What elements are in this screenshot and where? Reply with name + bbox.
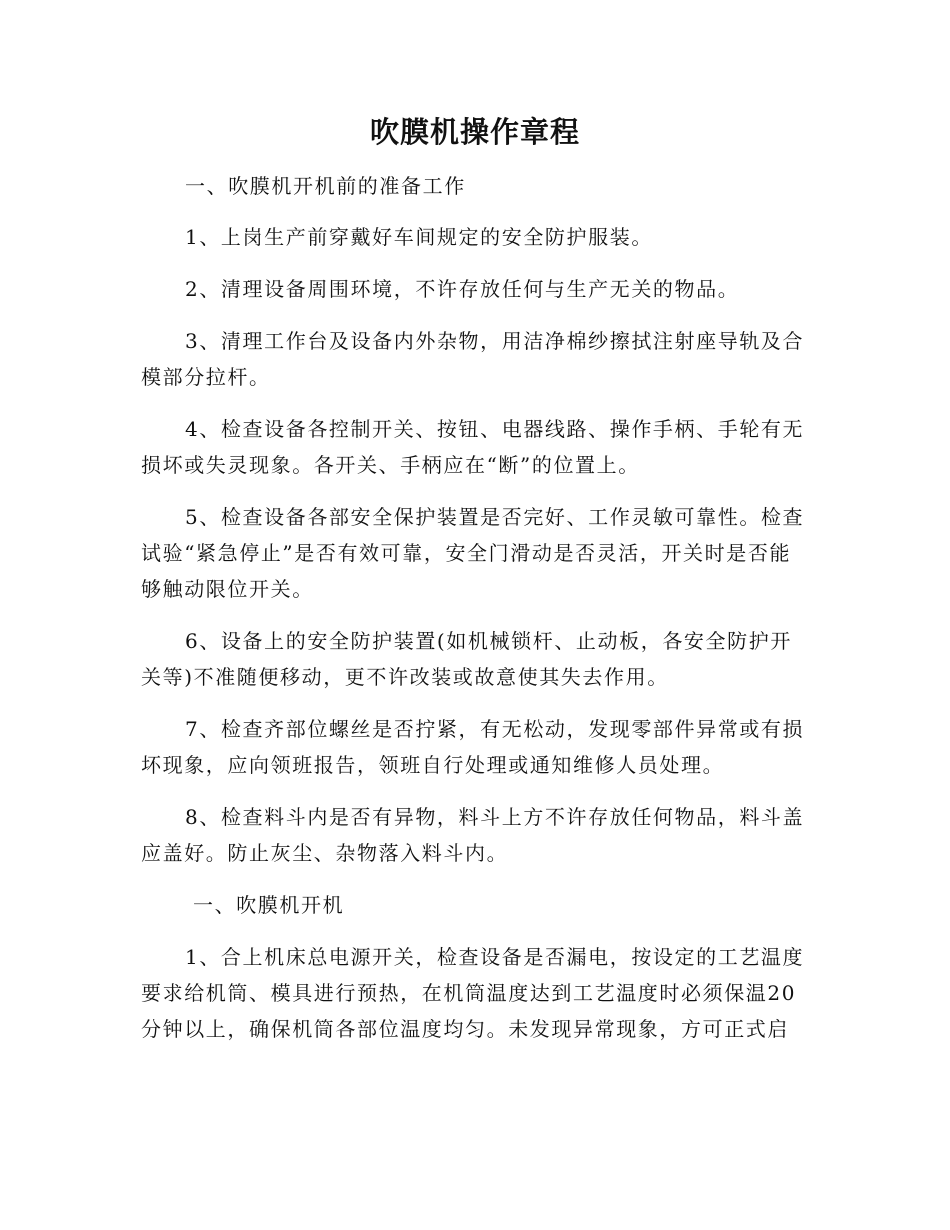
paragraph-prep-1: 1、上岗生产前穿戴好车间规定的安全防护服装。: [185, 225, 653, 249]
section-heading-startup: 一、吹膜机开机: [193, 893, 345, 917]
paragraph-prep-5: 5、检查设备各部安全保护装置是否完好、工作灵敏可靠性。检查试验“紧急停止”是否有效可靠，安全门滑动是否灵活，开关时是否能够触动限位开关。: [141, 505, 805, 601]
paragraph-startup-1: 1、合上机床总电源开关，检查设备是否漏电，按设定的工艺温度要求给机筒、模具进行预热，在机筒温度达到工艺温度时必须保温20分钟以上，确保机筒各部位温度均匀。未发现异常现象，方可正式启: [141, 945, 805, 1041]
paragraph-prep-3: 3、清理工作台及设备内外杂物，用洁净棉纱擦拭注射座导轨及合模部分拉杆。: [141, 329, 805, 389]
section-heading-preparation: 一、吹膜机开机前的准备工作: [185, 174, 466, 198]
paragraph-prep-6: 6、设备上的安全防护装置(如机械锁杆、止动板，各安全防护开关等)不准随便移动，更不许改装或故意使其失去作用。: [141, 629, 792, 689]
paragraph-prep-4: 4、检查设备各控制开关、按钮、电器线路、操作手柄、手轮有无损坏或失灵现象。各开关、手柄应在“断”的位置上。: [141, 417, 805, 477]
paragraph-prep-7: 7、检查齐部位螺丝是否拧紧，有无松动，发现零部件异常或有损坏现象，应向领班报告，领班自行处理或通知维修人员处理。: [141, 717, 805, 777]
paragraph-prep-8: 8、检查料斗内是否有异物，料斗上方不许存放任何物品，料斗盖应盖好。防止灰尘、杂物落入料斗内。: [141, 805, 805, 865]
paragraph-prep-2: 2、清理设备周围环境，不许存放任何与生产无关的物品。: [185, 277, 740, 301]
document-body: [141, 168, 806, 1047]
document-title: 吹膜机操作章程: [369, 115, 580, 149]
